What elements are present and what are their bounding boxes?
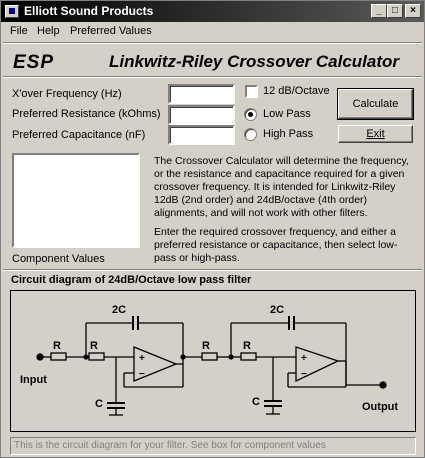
menu-bar [1,22,424,41]
capacitance-label: Preferred Capacitance (nF) [12,129,146,141]
r2-label: R [90,340,98,352]
low-pass-radio[interactable] [244,108,257,121]
circuit-divider [3,269,422,271]
resistor-2 [89,353,104,360]
input-label: Input [20,374,47,386]
page-heading: Linkwitz-Riley Crossover Calculator [109,52,400,71]
calculate-button[interactable]: Calculate [338,89,413,119]
resistor-4 [241,353,256,360]
opamp-1-minus: − [139,369,145,380]
resistance-label: Preferred Resistance (kOhms) [12,108,161,120]
c2-label: C [252,396,260,408]
circuit-svg [11,291,415,431]
status-bar: This is the circuit diagram for your filter. See box for component values [10,437,416,455]
info-paragraph-2: Enter the required crossover frequency, and either a preferred resistance or capacitance, then select low-pass or high-pass. [154,226,398,264]
circuit-diagram [10,290,416,432]
resistance-input[interactable] [168,105,235,125]
minimize-button[interactable]: _ [371,4,387,18]
c1-label: C [95,398,103,410]
menu-divider [3,42,422,44]
capacitance-input[interactable] [168,125,235,145]
opamp-2-plus: + [301,353,307,364]
opamp-2-minus: − [301,369,307,380]
esp-logo: ESP [13,52,55,73]
r4-label: R [243,340,251,352]
circuit-title: Circuit diagram of 24dB/Octave low pass filter [11,274,252,286]
component-values-box [12,153,140,248]
menu-file[interactable]: File [10,25,28,37]
menu-help[interactable]: Help [37,25,60,37]
r3-label: R [202,340,210,352]
twoc-2-label: 2C [270,304,285,316]
input-terminal [37,354,43,360]
output-terminal [380,382,386,388]
info-paragraph-1: The Crossover Calculator will determine the frequency, or the resistance and capacitance required for a given crossover frequency. It is intended for Linkwitz-Riley 12dB (2nd order) and 24dB/octave (4th order) alignments, and will not work with other filters. [154,155,409,219]
high-pass-radio[interactable] [244,128,257,141]
high-pass-label: High Pass [263,128,314,140]
component-values-caption: Component Values [12,253,105,265]
title-bar[interactable] [1,1,424,22]
resistor-1 [51,353,66,360]
frequency-input[interactable] [168,84,235,104]
output-label: Output [362,401,399,413]
twoc-1-label: 2C [112,304,127,316]
header-divider [3,76,422,78]
maximize-button[interactable]: □ [387,4,403,18]
resistor-3 [202,353,217,360]
freq-label: X'over Frequency (Hz) [12,88,122,100]
opamp-1-plus: + [139,353,145,364]
r1-label: R [53,340,61,352]
window-title: Elliott Sound Products [24,4,154,18]
slope-checkbox[interactable] [245,85,258,98]
low-pass-label: Low Pass [263,108,311,120]
slope-label: 12 dB/Octave [263,85,330,97]
menu-preferred-values[interactable]: Preferred Values [70,25,152,37]
close-button[interactable]: × [405,4,421,18]
exit-button[interactable]: Exit [338,125,413,143]
app-icon[interactable] [5,5,19,18]
